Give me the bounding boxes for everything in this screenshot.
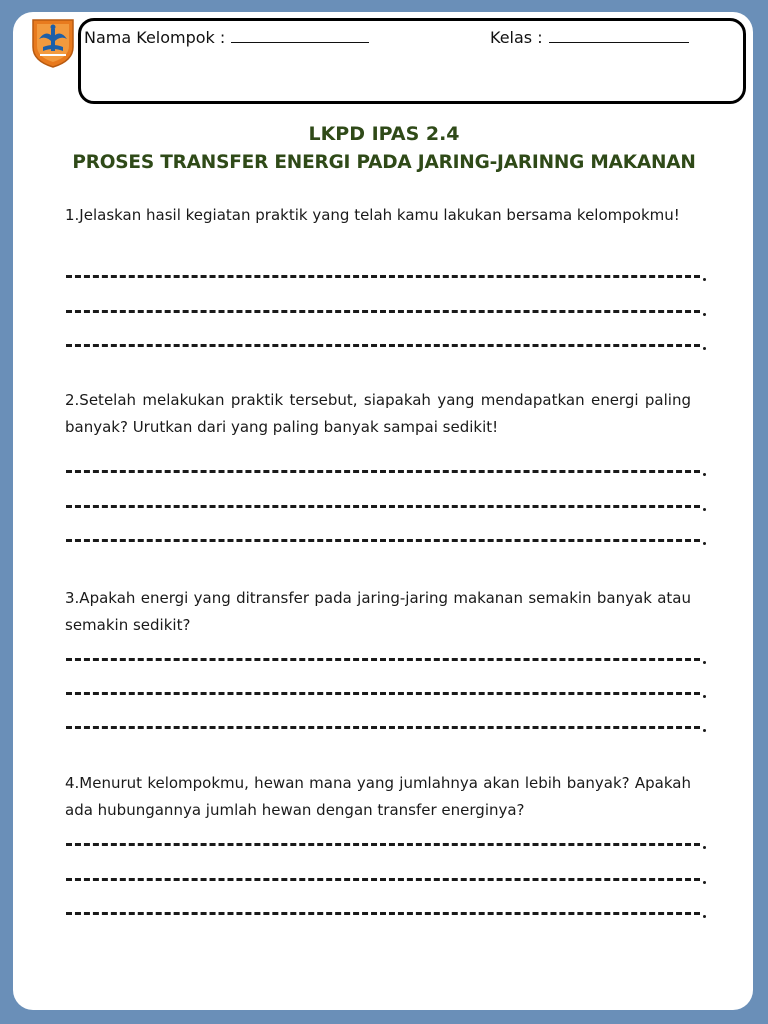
class-blank[interactable] — [549, 29, 689, 43]
answer-line[interactable] — [66, 658, 700, 661]
question-4: 4.Menurut kelompokmu, hewan mana yang jumlahnya akan lebih banyak? Apakah ada hubungannya jumlah hewan dengan transfer energinya? — [65, 774, 691, 819]
answer-line[interactable] — [66, 539, 700, 542]
answer-line[interactable] — [66, 470, 700, 473]
answer-line[interactable] — [66, 726, 700, 729]
worksheet-title: LKPD IPAS 2.4 — [308, 123, 460, 145]
answer-line[interactable] — [66, 310, 700, 313]
answer-line[interactable] — [66, 692, 700, 695]
answer-line[interactable] — [66, 843, 700, 846]
group-name-blank[interactable] — [231, 29, 369, 43]
worksheet-subtitle: PROSES TRANSFER ENERGI PADA JARING-JARINNG MAKANAN — [72, 152, 696, 173]
answer-line[interactable] — [66, 275, 700, 278]
question-1: 1.Jelaskan hasil kegiatan praktik yang telah kamu lakukan bersama kelompokmu! — [65, 206, 680, 224]
school-emblem-icon — [30, 17, 76, 69]
answer-line[interactable] — [66, 344, 700, 347]
answer-line[interactable] — [66, 878, 700, 881]
question-3: 3.Apakah energi yang ditransfer pada jaring-jaring makanan semakin banyak atau semakin sedikit? — [65, 589, 691, 634]
group-name-label: Nama Kelompok : — [84, 28, 226, 47]
group-name-field[interactable] — [84, 28, 369, 47]
question-2: 2.Setelah melakukan praktik tersebut, siapakah yang mendapatkan energi paling banyak? Urutkan dari yang paling banyak sampai sedikit! — [65, 391, 691, 436]
class-field[interactable] — [490, 28, 689, 47]
answer-line[interactable] — [66, 505, 700, 508]
answer-line[interactable] — [66, 912, 700, 915]
class-label: Kelas : — [490, 28, 543, 47]
